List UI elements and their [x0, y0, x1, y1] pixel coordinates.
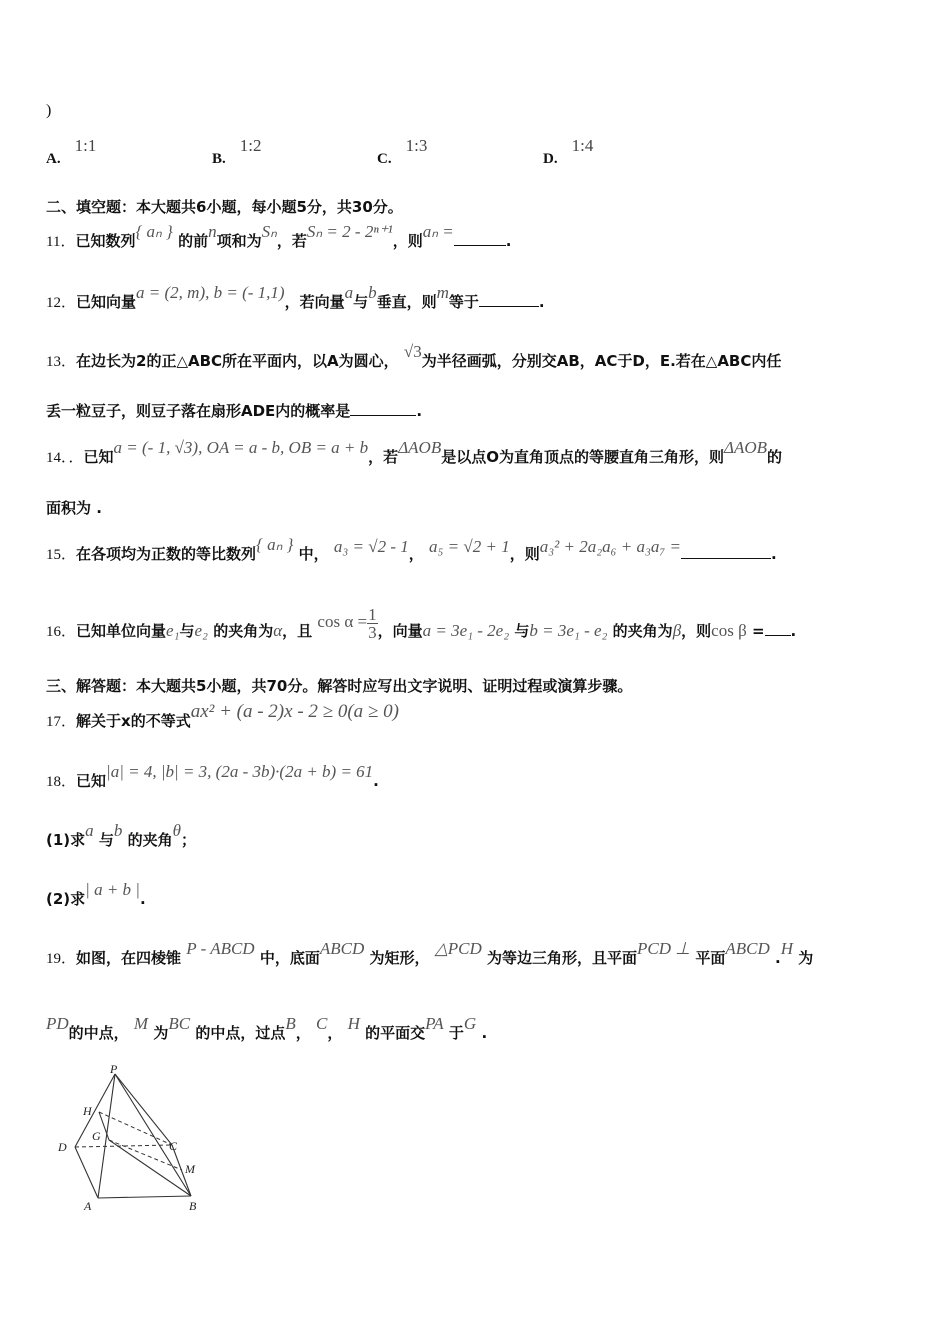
question-text: 的 [767, 448, 783, 466]
question-text: ， [327, 1024, 343, 1042]
question-text: 中，底面 [259, 949, 320, 967]
math-expression: | a + b | [85, 880, 140, 899]
question-text: 的平面交 [365, 1024, 426, 1042]
question-text: 与 [514, 622, 530, 640]
vertex-label-d: D [58, 1140, 67, 1154]
answer-blank[interactable] [454, 231, 506, 246]
question-18-part-1 [46, 821, 197, 850]
question-text: 于 [448, 1024, 464, 1042]
question-text: 已知单位向量 [76, 622, 167, 640]
math-sn: Sₙ [261, 222, 277, 241]
math-h: H [347, 1014, 360, 1033]
option-value: 1:4 [571, 136, 594, 155]
answer-blank[interactable] [350, 401, 416, 416]
question-text: 丢一粒豆子，则豆子落在扇形ADE内的概率是 [46, 402, 351, 420]
question-text: ，则 [681, 622, 712, 640]
pyramid-figure [50, 1060, 220, 1215]
question-text: ，则 [509, 545, 540, 563]
math-inequality: ax² + (a - 2)x - 2 ≥ 0(a ≥ 0) [190, 701, 399, 722]
question-13 [46, 342, 782, 371]
question-text: . [538, 293, 545, 311]
question-text: . [139, 890, 146, 908]
question-text: ，若 [276, 232, 307, 250]
question-text: 的中点，过点 [195, 1024, 286, 1042]
math-m: m [436, 283, 449, 302]
vertex-label-h: H [83, 1104, 92, 1118]
question-text: ， [408, 545, 424, 563]
option-d[interactable] [543, 136, 594, 168]
math-cos-alpha: cos α = [317, 612, 368, 631]
question-text: ，若 [368, 448, 399, 466]
question-text: 为矩形， [369, 949, 430, 967]
question-text: ，则 [392, 232, 423, 250]
question-text: = [751, 622, 765, 640]
question-text: . [481, 1024, 488, 1042]
vertex-label-g: G [92, 1129, 101, 1143]
question-13-line2 [46, 400, 422, 421]
question-19 [46, 939, 814, 968]
question-text: 的夹角 [127, 831, 173, 849]
math-triangle: ΔAOB [398, 438, 442, 457]
question-text: 解关于x的不等式 [76, 712, 191, 730]
section-heading-solutions: 三、解答题：本大题共5小题，共70分。解答时应写出文字说明、证明过程或演算步骤。 [46, 677, 633, 695]
vertex-label-p: P [110, 1062, 118, 1076]
question-number: 17． [46, 714, 77, 730]
question-text: 的中点， [68, 1024, 129, 1042]
math-pd: PD [46, 1014, 69, 1033]
question-text: 与 [353, 293, 369, 311]
question-text: 为半径画弧，分别交AB，AC于D，E.若在△ABC内任 [421, 352, 782, 370]
question-number: 13． [46, 354, 77, 370]
math-bc: BC [168, 1014, 191, 1033]
math-b: b [368, 283, 377, 302]
question-text: 已知数列 [75, 232, 136, 250]
question-number: 19． [46, 951, 77, 967]
question-16 [46, 605, 797, 649]
question-text: 中， [298, 545, 329, 563]
math-sequence: { aₙ } [256, 535, 294, 554]
question-number: 15． [46, 547, 77, 563]
vertex-label-c: C [169, 1139, 178, 1153]
question-17 [46, 701, 399, 732]
question-text: . [790, 622, 797, 640]
question-text: 在边长为2的正△ABC所在平面内，以A为圆心， [76, 352, 399, 370]
math-expression: a₃² + 2a₂a₆ + a₃a₇ = [539, 537, 682, 556]
math-triangle: △PCD [434, 939, 482, 958]
question-number: 14．． [46, 450, 84, 466]
option-value: 1:2 [239, 136, 262, 155]
question-text: 的夹角为 [213, 622, 274, 640]
math-pyramid: P - ABCD [186, 939, 255, 958]
question-text: 在各项均为正数的等比数列 [76, 545, 257, 563]
question-18-part-2 [46, 880, 146, 909]
math-a3: a₃ = √2 - 1 [333, 537, 409, 556]
option-letter: D. [543, 151, 558, 167]
math-plane-perp: PCD ⊥ [637, 939, 691, 958]
section-heading-fill-in: 二、填空题：本大题共6小题，每小题5分，共30分。 [46, 198, 403, 216]
math-cos-beta: cos β [711, 621, 747, 640]
math-sequence: { aₙ } [135, 222, 173, 241]
question-text: 平面 [695, 949, 726, 967]
question-text: 为 [153, 1024, 169, 1042]
prev-question-close-paren: ) [46, 102, 52, 119]
question-text: ，向量 [377, 622, 423, 640]
answer-blank[interactable] [765, 621, 791, 636]
vertex-label-m: M [185, 1162, 195, 1176]
math-e2: e₂ [194, 621, 208, 640]
question-text: 已知 [76, 772, 107, 790]
question-text: ； [181, 831, 197, 849]
math-vector-a: a = 3e₁ - 2e₂ [422, 621, 510, 640]
option-b[interactable] [212, 136, 262, 168]
question-text: 已知 [83, 448, 114, 466]
question-14-line2: 面积为 . [46, 499, 102, 517]
question-text: 是以点O为直角顶点的等腰直角三角形，则 [441, 448, 724, 466]
math-e1: e₁ [166, 621, 180, 640]
math-a5: a₅ = √2 + 1 [429, 537, 510, 556]
question-number: 12． [46, 295, 77, 311]
option-letter: C. [377, 151, 392, 167]
option-a[interactable] [46, 136, 97, 168]
option-letter: B. [212, 151, 226, 167]
question-text: ，若向量 [284, 293, 345, 311]
math-beta: β [672, 621, 682, 640]
question-text: 项和为 [216, 232, 262, 250]
math-formula: |a| = 4, |b| = 3, (2a - 3b)·(2a + b) = 61 [106, 762, 374, 781]
question-text: 的前 [178, 232, 209, 250]
math-formula: Sₙ = 2 - 2ⁿ⁺¹ [306, 222, 393, 241]
vertex-label-b: B [189, 1199, 197, 1213]
part-label: (2)求 [46, 890, 86, 908]
question-number: 11． [46, 234, 76, 250]
math-formula: a = (- 1, √3), OA = a - b, OB = a + b [113, 438, 369, 457]
math-m: M [133, 1014, 149, 1033]
question-text: ，且 [282, 622, 313, 640]
question-text: . [774, 949, 781, 967]
math-a: a [85, 821, 94, 840]
option-value: 1:3 [405, 136, 428, 155]
question-text: 为等边三角形，且平面 [487, 949, 638, 967]
option-letter: A. [46, 151, 61, 167]
math-formula: a = (2, m), b = (- 1,1) [136, 283, 285, 302]
question-text: . [505, 232, 512, 250]
question-text: 等于 [448, 293, 479, 311]
option-value: 1:1 [74, 136, 97, 155]
question-number: 16． [46, 624, 77, 640]
question-text: ， [295, 1024, 311, 1042]
vertex-label-a: A [84, 1199, 92, 1213]
question-text: 的夹角为 [612, 622, 673, 640]
answer-blank[interactable] [681, 544, 771, 559]
math-h: H [780, 939, 793, 958]
math-triangle: ΔAOB [723, 438, 768, 457]
answer-blank[interactable] [479, 292, 539, 307]
math-a: a [344, 283, 354, 302]
math-base: ABCD [319, 939, 365, 958]
math-b: b [113, 821, 123, 840]
fraction-denominator: 3 [368, 623, 377, 642]
fraction-numerator: 1 [368, 605, 377, 624]
question-text: . [771, 545, 777, 563]
math-vector-b: b = 3e₁ - e₂ [529, 621, 608, 640]
math-fraction [367, 606, 378, 641]
math-pa: PA [425, 1014, 444, 1033]
math-an: aₙ = [422, 222, 454, 241]
question-text: 如图，在四棱锥 [76, 949, 182, 967]
question-19-line2 [46, 1014, 488, 1043]
math-c: C [315, 1014, 328, 1033]
question-14 [46, 438, 783, 467]
question-text: 与 [98, 831, 114, 849]
question-text: 已知向量 [76, 293, 137, 311]
math-theta: θ [172, 821, 182, 840]
question-text: . [373, 772, 379, 790]
question-12 [46, 283, 545, 312]
math-base: ABCD [725, 939, 770, 958]
question-11 [46, 222, 512, 251]
question-text: 与 [179, 622, 195, 640]
question-18 [46, 762, 379, 791]
math-alpha: α [273, 621, 283, 640]
part-label: (1)求 [46, 831, 86, 849]
math-n: n [208, 222, 217, 241]
math-b: B [285, 1014, 296, 1033]
option-c[interactable] [377, 136, 428, 168]
question-text: 垂直，则 [376, 293, 437, 311]
question-text: . [416, 402, 423, 420]
math-radius: √3 [403, 342, 422, 361]
question-number: 18． [46, 774, 77, 790]
question-text: 为 [798, 949, 814, 967]
math-g: G [463, 1014, 477, 1033]
question-15 [46, 535, 777, 564]
